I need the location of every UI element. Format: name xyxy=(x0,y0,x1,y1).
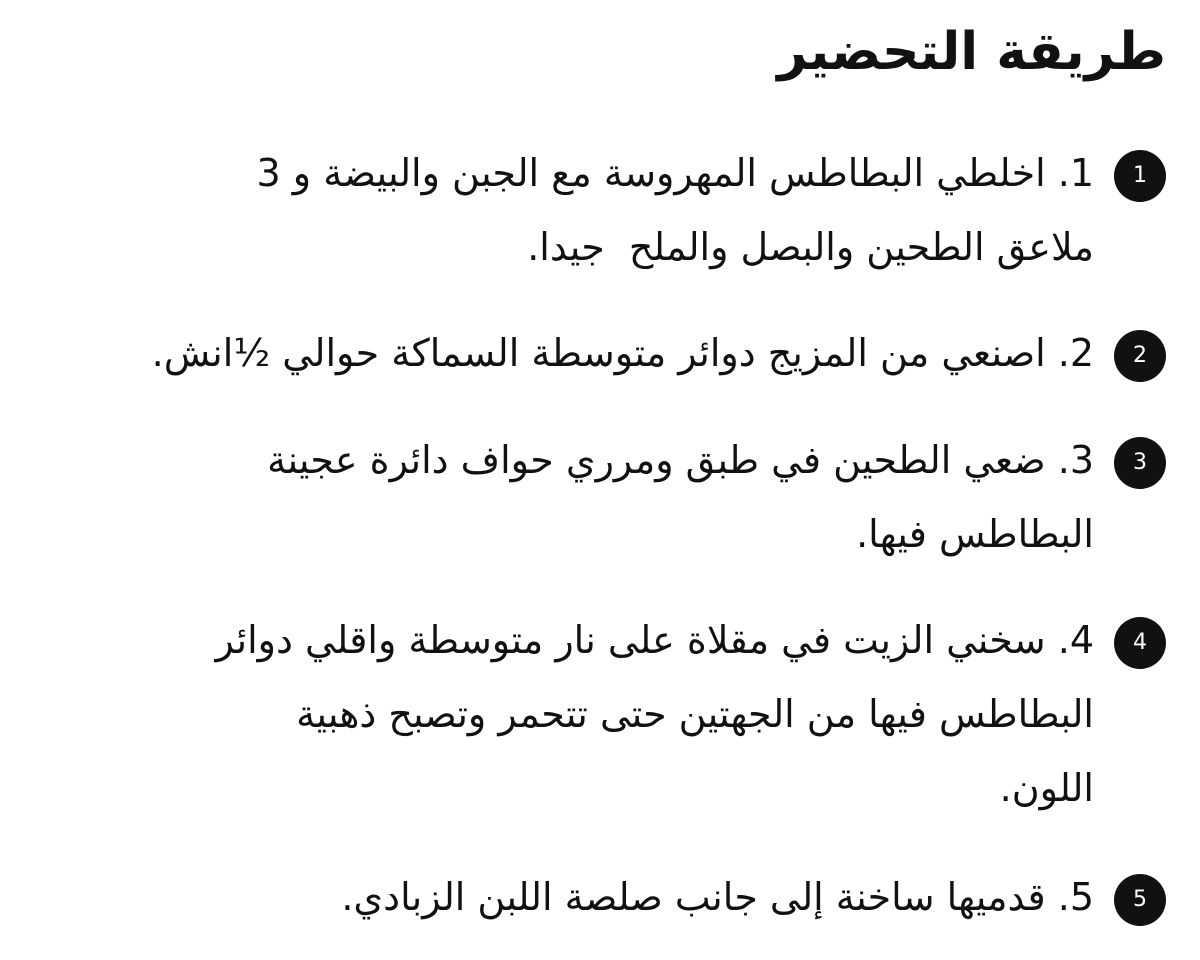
step-text: 4. سخني الزيت في مقلاة على نار متوسطة واقلي دوائر البطاطس فيها من الجهتين حتى تتحمر وتصبح ذهبية اللون. xyxy=(215,618,1094,811)
page-title: طريقة التحضير xyxy=(777,22,1166,82)
step-number-badge: 3 xyxy=(1114,437,1166,489)
step-text: 1. اخلطي البطاطس المهروسة مع الجبن والبيضة و 3 ملاعق الطحين والبصل والملح جيدا. xyxy=(256,151,1094,270)
step-number-badge: 4 xyxy=(1114,617,1166,669)
step-2 xyxy=(152,330,1166,390)
step-text: 5. قدميها ساخنة إلى جانب صلصة اللبن الزبادي. xyxy=(341,875,1094,919)
step-text: 2. اصنعي من المزيج دوائر متوسطة السماكة حوالي ½انش. xyxy=(151,331,1094,375)
step-4 xyxy=(216,617,1166,825)
step-1 xyxy=(257,150,1167,284)
step-number-badge: 1 xyxy=(1114,150,1166,202)
step-number-badge: 2 xyxy=(1114,330,1166,382)
step-number-badge: 5 xyxy=(1114,874,1166,926)
step-3 xyxy=(267,437,1166,571)
step-text: 3. ضعي الطحين في طبق ومرري حواف دائرة عجينة البطاطس فيها. xyxy=(267,438,1094,557)
step-5 xyxy=(341,874,1166,934)
